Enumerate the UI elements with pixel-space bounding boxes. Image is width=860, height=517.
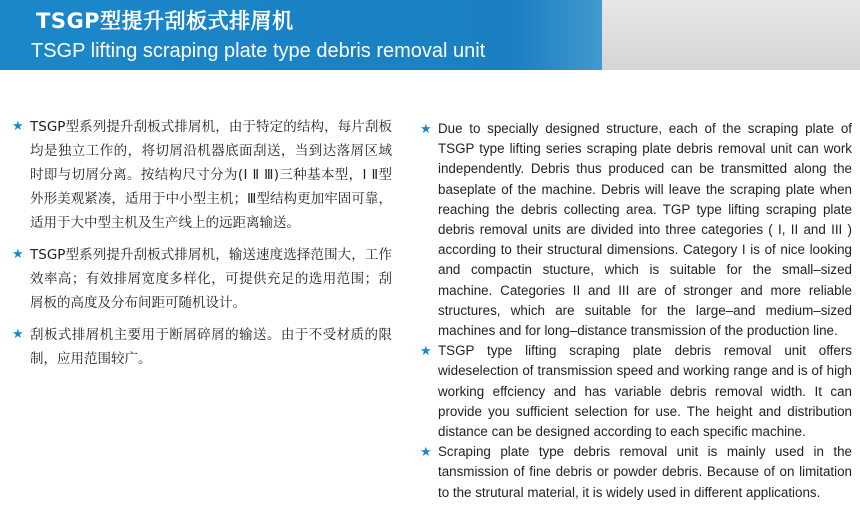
list-item-text: TSGP type lifting scraping plate debris removal unit offers wideselection of transmission speed and working range and is of high working effciency and has variable debris removal width. It can provide you sufficient selection for use. The height and distribution distance can be designed according to each specific machine. <box>438 343 852 440</box>
list-item <box>12 115 392 235</box>
list-item-text: Due to specially designed structure, each of the scraping plate of TSGP type lifting series scraping plate debris removal unit can work independently. Debris thus produced can be transmitted along the baseplate of the machine. Debris will leave the scraping plate when reaching the debris collecting area. TGP type lifting scraping plate debris removal units are divided into three categories ( I, II and III ) according to their structural dimensions. Category I is of nice looking and compactin stucture, which is suitable for the small–sized machine. Categories II and III are of stronger and more reliable structures, which are suitable for the large–and medium–sized machines and for long–distance transmission of the production line. <box>438 121 852 339</box>
list-item <box>420 341 852 442</box>
chinese-column <box>12 115 392 379</box>
header-gray-panel <box>602 0 860 70</box>
star-icon: ★ <box>12 119 24 134</box>
list-item-text: TSGP型系列提升刮板式排屑机，由于特定的结构，每片刮板均是独立工作的，将切屑沿机器底面刮送，当到达落屑区域时即与切屑分离。按结构尺寸分为(Ⅰ Ⅱ Ⅲ)三种基本型，Ⅰ Ⅱ型外形美观紧凑，适用于中小型主机；Ⅲ型结构更加牢固可靠，适用于大中型主机及生产线上的远距离输送。 <box>30 119 392 231</box>
title-english: TSGP lifting scraping plate type debris removal unit <box>31 40 486 62</box>
english-column <box>420 119 852 503</box>
star-icon: ★ <box>420 343 432 359</box>
list-item <box>420 442 852 503</box>
star-icon: ★ <box>420 444 432 460</box>
title-chinese: TSGP型提升刮板式排屑机 <box>36 9 294 33</box>
list-item <box>12 243 392 315</box>
list-item <box>12 323 392 371</box>
list-item-text: 刮板式排屑机主要用于断屑碎屑的输送。由于不受材质的限制，应用范围较广。 <box>30 327 392 367</box>
list-item-text: TSGP型系列提升刮板式排屑机，输送速度选择范围大，工作效率高；有效排屑宽度多样化，可提供充足的选用范围；刮屑板的高度及分布间距可随机设计。 <box>30 247 392 311</box>
star-icon: ★ <box>12 327 24 342</box>
list-item-text: Scraping plate type debris removal unit is mainly used in the tansmission of fine debris or powder debris. Because of on limitation to the strutural material, it is widely used in different applications. <box>438 444 852 500</box>
list-item <box>420 119 852 341</box>
star-icon: ★ <box>12 247 24 262</box>
star-icon: ★ <box>420 121 432 136</box>
